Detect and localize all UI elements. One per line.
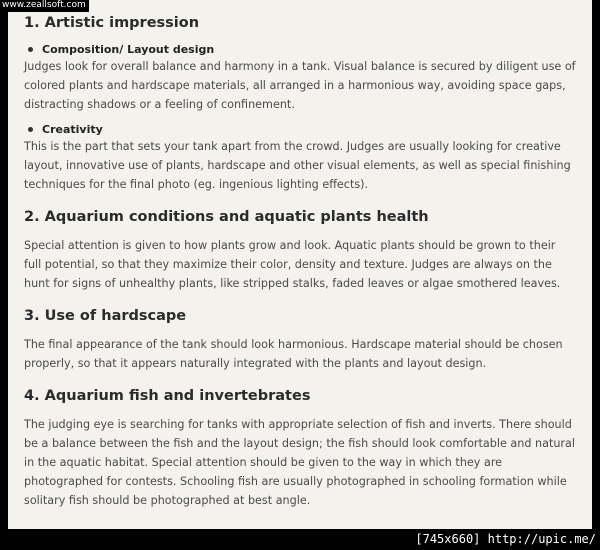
image-info-label: [745x660] http://upic.me/ <box>415 532 596 546</box>
article-content <box>8 0 592 510</box>
paragraph: The judging eye is searching for tanks with appropriate selection of fish and inverts. There should be a balance between the fish and the layout design; the fish should look comfortable and natural in the aquatic habitat. Special attention should be given to the way in which they are photographed for contests. Schooling fish are usually photographed in schooling formation while solitary fish should be photographed at best angle. <box>24 418 575 507</box>
section-heading: 2. Aquarium conditions and aquatic plants health <box>24 209 429 225</box>
paragraph: Judges look for overall balance and harmony in a tank. Visual balance is secured by diligent use of colored plants and hardscape materials, all arranged in a harmonious way, avoiding space gaps, distracting shadows or a feeling of confinement. <box>24 60 576 111</box>
subsection-composition <box>24 42 576 114</box>
section-fish-invertebrates <box>24 387 576 510</box>
subsection-creativity <box>24 122 576 194</box>
section-heading: 1. Artistic impression <box>24 15 200 31</box>
paragraph: This is the part that sets your tank apart from the crowd. Judges are usually looking for creative layout, innovative use of plants, hardscape and other visual elements, as well as special finishing techniques for the final photo (eg. ingenious lighting effects). <box>24 140 571 191</box>
bullet-icon <box>28 127 33 132</box>
paragraph: Special attention is given to how plants grow and look. Aquatic plants should be grown to their full potential, so that they maximize their color, density and texture. Judges are always on the hunt for signs of unhealthy plants, like stripped stalks, faded leaves or algae smothered leaves. <box>24 239 561 290</box>
section-artistic-impression <box>24 14 576 194</box>
section-aquarium-conditions <box>24 208 576 293</box>
bullet-icon <box>28 47 33 52</box>
section-heading: 4. Aquarium fish and invertebrates <box>24 388 311 404</box>
watermark-label: www.zeallsoft.com <box>0 0 89 12</box>
paragraph: The final appearance of the tank should look harmonious. Hardscape material should be chosen properly, so that it appears naturally integrated with the plants and layout design. <box>24 338 563 370</box>
article-page <box>8 0 592 529</box>
bullet-item <box>24 122 576 137</box>
bullet-title: Creativity <box>42 123 103 136</box>
section-heading: 3. Use of hardscape <box>24 308 187 324</box>
section-hardscape <box>24 307 576 373</box>
bullet-item <box>24 42 576 57</box>
bullet-title: Composition/ Layout design <box>42 43 215 56</box>
